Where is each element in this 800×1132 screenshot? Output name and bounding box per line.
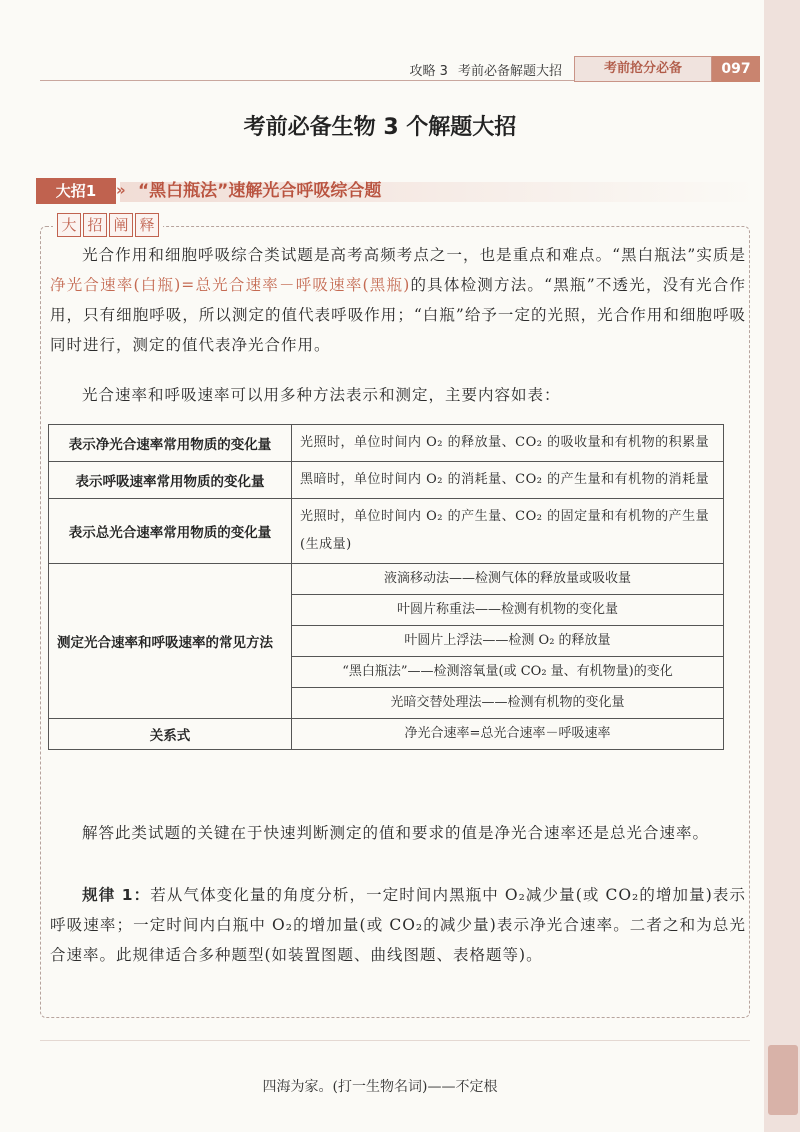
- table-row-head: 表示总光合速率常用物质的变化量: [49, 499, 292, 564]
- header-section: 攻略 3: [409, 64, 448, 79]
- page-title: 考前必备生物 3 个解题大招: [243, 115, 517, 140]
- section-banner: [36, 178, 760, 204]
- rates-table: [48, 424, 724, 750]
- page-header: [0, 56, 800, 82]
- table-row: [49, 564, 724, 595]
- table-method-item: 叶圆片称重法——检测有机物的变化量: [292, 595, 724, 626]
- table-row-desc: 光照时，单位时间内 O₂ 的产生量、CO₂ 的固定量和有机物的产生量(生成量): [292, 499, 724, 564]
- table-method-item: “黑白瓶法”——检测溶氧量(或 CO₂ 量、有机物量)的变化: [292, 657, 724, 688]
- intro-text-after: 的具体检测方法。“黑瓶”不透光，没有光合作用，只有细胞呼吸，所以测定的值代表呼吸作用；“白瓶”给予一定的光照，光合作用和细胞呼吸同时进行，测定的值代表净光合作用。: [50, 276, 746, 354]
- table-row: [49, 499, 724, 564]
- table-row-head: 表示呼吸速率常用物质的变化量: [49, 462, 292, 499]
- table-relation-head: 关系式: [49, 719, 292, 750]
- page-footer: 四海为家。(打一生物名词)——不定根: [262, 1079, 498, 1095]
- banner-title: “黑白瓶法”速解光合呼吸综合题: [138, 181, 382, 201]
- table-row: [49, 462, 724, 499]
- header-badge: 考前抢分必备: [574, 56, 712, 82]
- frame-label-char: 释: [135, 213, 159, 237]
- table-row: [49, 425, 724, 462]
- table-row: [49, 719, 724, 750]
- table-method-item: 光暗交替处理法——检测有机物的变化量: [292, 688, 724, 719]
- rule1-paragraph: [50, 880, 746, 970]
- table-method-item: 液滴移动法——检测气体的释放量或吸收量: [292, 564, 724, 595]
- rule1-label: 规律 1：: [82, 886, 151, 904]
- conclusion-text: 解答此类试题的关键在于快速判断测定的值和要求的值是净光合速率还是总光合速率。: [82, 824, 710, 842]
- frame-label: [53, 213, 163, 237]
- table-row-desc: 黑暗时，单位时间内 O₂ 的消耗量、CO₂ 的产生量和有机物的消耗量: [292, 462, 724, 499]
- chevron-right-icon: »: [116, 181, 126, 199]
- page-edge-band: [764, 0, 800, 1132]
- intro-formula: 净光合速率(白瓶)=总光合速率－呼吸速率(黑瓶): [50, 276, 411, 294]
- intro-text-before: 光合作用和细胞呼吸综合类试题是高考高频考点之一，也是重点和难点。“黑白瓶法”实质是: [82, 246, 746, 264]
- banner-tag: 大招1: [36, 178, 116, 204]
- table-row-desc: 光照时，单位时间内 O₂ 的释放量、CO₂ 的吸收量和有机物的积累量: [292, 425, 724, 462]
- frame-label-char: 大: [57, 213, 81, 237]
- frame-label-char: 招: [83, 213, 107, 237]
- table-intro-text: 光合速率和呼吸速率可以用多种方法表示和测定，主要内容如表：: [82, 386, 561, 404]
- table-intro: [50, 380, 746, 410]
- header-breadcrumb: [409, 60, 562, 79]
- rule1-text: 若从气体变化量的角度分析，一定时间内黑瓶中 O₂减少量(或 CO₂的增加量)表示呼吸速率；一定时间内白瓶中 O₂的增加量(或 CO₂的减少量)表示净光合速率。二者之和为总光合速率。此规律适合多种题型(如装置图题、曲线图题、表格题等)。: [50, 886, 746, 964]
- table-relation: 净光合速率=总光合速率－呼吸速率: [292, 719, 724, 750]
- table-method-item: 叶圆片上浮法——检测 O₂ 的释放量: [292, 626, 724, 657]
- intro-paragraph: [50, 240, 746, 360]
- table-methods-head: 测定光合速率和呼吸速率的常见方法: [49, 564, 292, 719]
- frame-label-char: 阐: [109, 213, 133, 237]
- conclusion-paragraph: [50, 818, 746, 848]
- footer-rule: [40, 1040, 750, 1041]
- header-chapter: 考前必备解题大招: [457, 64, 562, 79]
- page-edge-tab: [768, 1045, 798, 1115]
- table-row-head: 表示净光合速率常用物质的变化量: [49, 425, 292, 462]
- page-number: 097: [712, 56, 760, 82]
